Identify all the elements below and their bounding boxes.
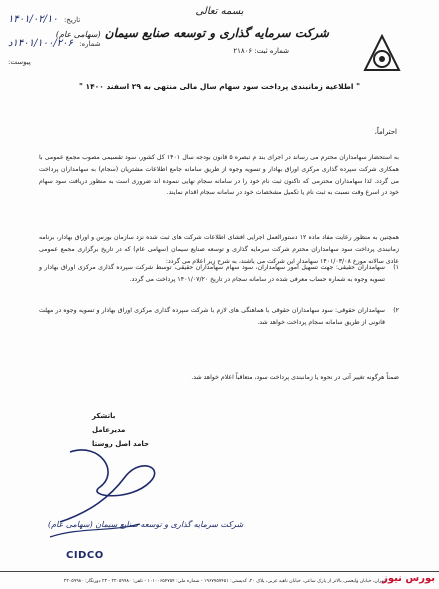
- stamp-company: [48, 520, 243, 529]
- list-item: [39, 305, 399, 331]
- signature-name: حامد اصل روستا: [92, 440, 150, 448]
- date-row: [8, 14, 80, 25]
- signature-thanks: باتشکر: [92, 412, 116, 420]
- stamp-type: (سهامی عام): [48, 520, 93, 529]
- watermark: بورس نیوز: [382, 573, 435, 584]
- paragraph-2: همچنین به منظور رعایت مفاد ماده ۱۲ دستورالعمل اجرایی افشای اطلاعات شرکت های ثبت شده نزد سازمان بورس و اوراق بهادار، برنامه زمانبندی پرداخت سود سهامداران محترم شرکت سرمایه گذاری و توسعه صنایع سیمان (سهامی عام) که در تاریخ برگزاری مجمع عمومی عادی سالانه مورخ ۱۴۰۱/۰۳/۰۸ سهامدار این شرکت می باشند، به شرح زیر اعلام می گردد:: [39, 234, 399, 265]
- stamp-company-text: شرکت سرمایه گذاری و توسعه صنایع سیمان: [95, 520, 244, 529]
- greeting: احتراماً،: [374, 128, 397, 136]
- paragraph-1: به استحضار سهامداران محترم می رساند در اجرای بند م تبصره ۵ قانون بودجه سال ۱۴۰۱ کل کشور، سود تقسیمی مصوب مجمع عمومی با همکاری شرکت سپرده گذاری مرکزی اوراق بهادار و تسویه وجوه از طریق سامانه جامع اطلاعات مشتریان (سجام) به سهامداران پرداخت می گردد. لذا سهامداران محترمی که تاکنون ثبت نام خود را در سامانه سجام نهایی ننموده اند ضروری است به منظور دریافت سود سهام خود در اسرع وقت نسبت به ثبت نام یا تکمیل مشخصات خود در سامانه سجام اقدام نمایند.: [39, 154, 399, 197]
- list-item-text: سهامداران حقیقی: جهت تسهیل امور سهامداران، سود سهام سهامداران حقیقی، توسط شرکت سپرده گذاری مرکزی اوراق بهادار و تسویه وجوه به شماره حساب معرفی شده در سامانه سجام در تاریخ ۱۴۰۱/۰۷/۲۰ پرداخت می گردد.: [39, 264, 385, 283]
- company-type: (سهامی عام): [55, 30, 101, 39]
- list-item-number: ۲): [393, 307, 399, 314]
- number-row: [8, 38, 101, 49]
- attachment-row: [8, 58, 31, 66]
- list-item: [39, 262, 399, 288]
- letter-title: " اطلاعیه زمانبندی پرداخت سود سهام سال مالی منتهی به ۲۹ اسفند ۱۴۰۰ ": [78, 82, 361, 91]
- number-value: ۱۴۰۱/۱۰۰/۲۰۶د: [8, 38, 73, 49]
- date-value: ۱۴۰۱/۰۲/۱۰: [8, 14, 58, 25]
- bismillah: بسمه تعالی: [195, 6, 244, 17]
- list-item-text: سهامداران حقوقی: سود سهامداران حقوقی با هماهنگی های لازم با شرکت سپرده گذاری مرکزی اوراق بهادار و تسویه وجوه در مهلت قانونی از طریق سامانه سجام پرداخت خواهد شد.: [39, 307, 385, 326]
- footer-address: تهران، خیابان ولیعصر، بالاتر از پارک ساعی، خیابان ناهید غربی، پلاک ۲۰، کدپستی: ۱۹۶۷۷۵۷۴۵۱ - شماره ملی: ۱۰۱۰۰۶۵۴۷۵۴ - تلفن: ۲۲۰۵۹۹۸۰ - ۲۳ دورنگار: ۲۲۰۵۹۹۸۰: [63, 579, 385, 584]
- signature-role: مدیرعامل: [92, 426, 126, 434]
- footer-divider: [0, 571, 439, 572]
- number-label: شماره:: [79, 40, 101, 48]
- date-label: تاریخ:: [63, 16, 81, 24]
- signature-scribble-icon: [30, 432, 180, 552]
- list-item-number: ۱): [393, 264, 399, 271]
- company-logo-icon: [362, 34, 402, 74]
- stamp-brand: CIDCO: [66, 550, 104, 561]
- attachment-label: پیوست:: [8, 58, 31, 66]
- registration-number: شماره ثبت: ۲۱۸۰۶: [233, 47, 289, 55]
- closing-note: ضمناً هرگونه تغییر آتی در نحوه یا زمانبندی پرداخت سود، متعاقباً اعلام خواهد شد.: [191, 374, 399, 381]
- company-name-text: شرکت سرمایه گذاری و توسعه صنایع سیمان: [104, 26, 329, 40]
